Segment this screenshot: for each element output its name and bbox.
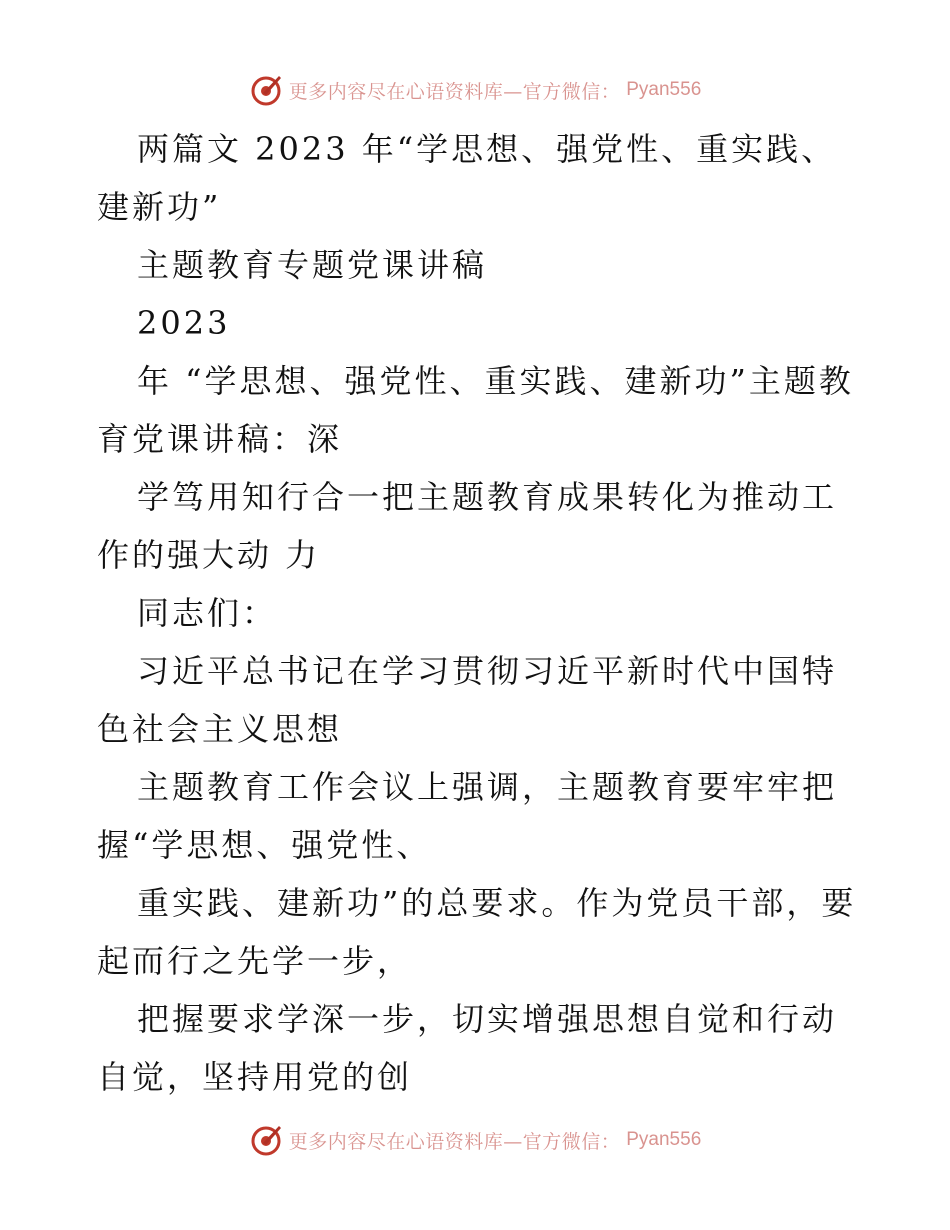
document-body <box>97 120 857 1106</box>
document-paragraph: 主题教育工作会议上强调，主题教育要牢牢把握“学思想、强党性、 <box>97 768 838 864</box>
document-paragraph: 把握要求学深一步，切实增强思想自觉和行动自觉，坚持用党的创 <box>97 1000 838 1096</box>
document-paragraph: 2023 <box>137 304 231 342</box>
footer-banner-text: 更多内容尽在心语资料库—官方微信： <box>288 1130 621 1153</box>
quill-logo-icon <box>249 1123 283 1157</box>
document-paragraph: 重实践、建新功”的总要求。作为党员干部，要起而行之先学一步， <box>97 884 857 980</box>
document-paragraph: 两篇文 2023 年“学思想、强党性、重实践、建新功” <box>97 130 837 226</box>
footer-banner-wechat-id: Pyan556 <box>626 1129 702 1150</box>
header-banner-text: 更多内容尽在心语资料库—官方微信： <box>288 80 621 103</box>
document-paragraph: 年 “学思想、强党性、重实践、建新功”主题教育党课讲稿：深 <box>97 362 854 458</box>
document-paragraph: 主题教育专题党课讲稿 <box>137 246 488 284</box>
document-paragraph: 习近平总书记在学习贯彻习近平新时代中国特色社会主义思想 <box>97 652 838 748</box>
header-banner <box>0 72 950 108</box>
footer-banner <box>0 1122 950 1158</box>
document-paragraph: 同志们： <box>137 594 278 632</box>
header-banner-wechat-id: Pyan556 <box>626 79 702 100</box>
document-paragraph: 学笃用知行合一把主题教育成果转化为推动工作的强大动 力 <box>97 478 838 574</box>
quill-logo-icon <box>249 73 283 107</box>
